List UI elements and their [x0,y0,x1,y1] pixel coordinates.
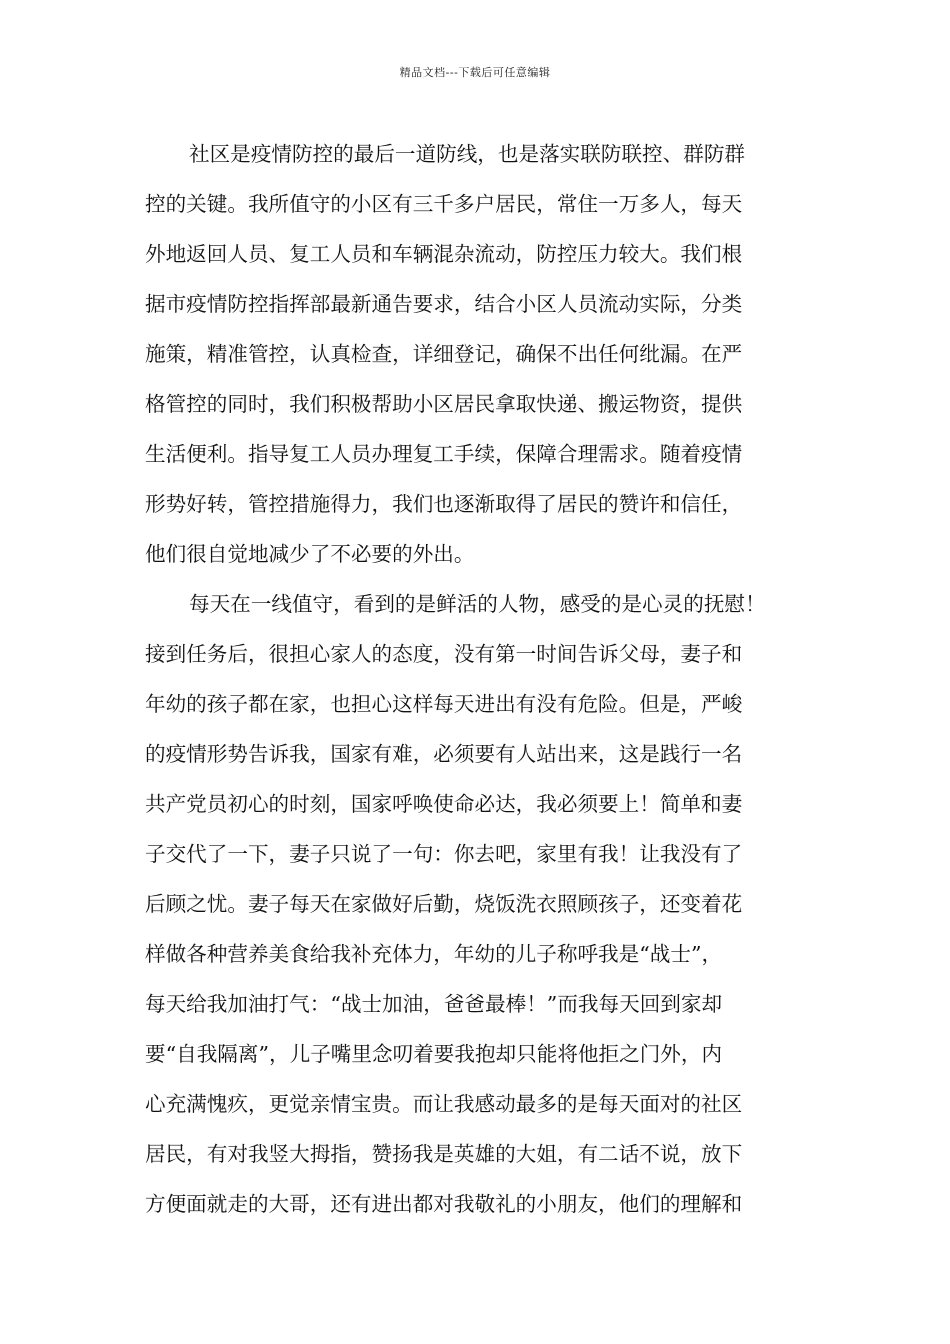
text-line: 子交代了一下，妻子只说了一句：你去吧，家里有我！让我没有了 [145,842,743,866]
text-line: 形势好转，管控措施得力，我们也逐渐取得了居民的赞许和信任， [145,492,743,516]
text-line: 样做各种营养美食给我补充体力，年幼的儿子称呼我是“战士”， [145,942,723,966]
text-line: 格管控的同时，我们积极帮助小区居民拿取快递、搬运物资，提供 [145,392,743,416]
paragraph-community-defense [145,129,806,579]
text-line: 心充满愧疚，更觉亲情宝贵。而让我感动最多的是每天面对的社区 [145,1092,743,1116]
page-header: 精品文档---下载后可任意编辑 [399,66,551,79]
paragraph-frontline-duty [145,579,806,1229]
text-line: 后顾之忧。妻子每天在家做好后勤，烧饭洗衣照顾孩子，还变着花 [145,892,743,916]
text-line: 外地返回人员、复工人员和车辆混杂流动，防控压力较大。我们根 [145,242,743,266]
text-line: 接到任务后，很担心家人的态度，没有第一时间告诉父母，妻子和 [145,642,743,666]
text-line: 据市疫情防控指挥部最新通告要求，结合小区人员流动实际，分类 [145,292,743,316]
text-line: 年幼的孩子都在家，也担心这样每天进出有没有危险。但是，严峻 [145,692,743,716]
text-line: 方便面就走的大哥，还有进出都对我敬礼的小朋友，他们的理解和 [145,1192,743,1216]
text-line: 的疫情形势告诉我，国家有难，必须要有人站出来，这是践行一名 [145,742,743,766]
text-line: 每天给我加油打气：“战士加油，爸爸最棒！”而我每天回到家却 [145,992,723,1016]
text-line: 社区是疫情防控的最后一道防线，也是落实联防联控、群防群 [189,142,746,166]
text-line: 生活便利。指导复工人员办理复工手续，保障合理需求。随着疫情 [145,442,743,466]
text-line: 居民，有对我竖大拇指，赞扬我是英雄的大姐，有二话不说，放下 [145,1142,743,1166]
text-line: 施策，精准管控，认真检查，详细登记，确保不出任何纰漏。在严 [145,342,743,366]
document-body [145,129,806,1229]
text-line: 控的关键。我所值守的小区有三千多户居民，常住一万多人，每天 [145,192,743,216]
text-line: 共产党员初心的时刻，国家呼唤使命必达，我必须要上！简单和妻 [145,792,743,816]
text-line: 每天在一线值守，看到的是鲜活的人物，感受的是心灵的抚慰！ [189,592,766,616]
text-line: 要“自我隔离”，儿子嘴里念叨着要我抱却只能将他拒之门外，内 [145,1042,723,1066]
text-line: 他们很自觉地减少了不必要的外出。 [145,542,475,566]
